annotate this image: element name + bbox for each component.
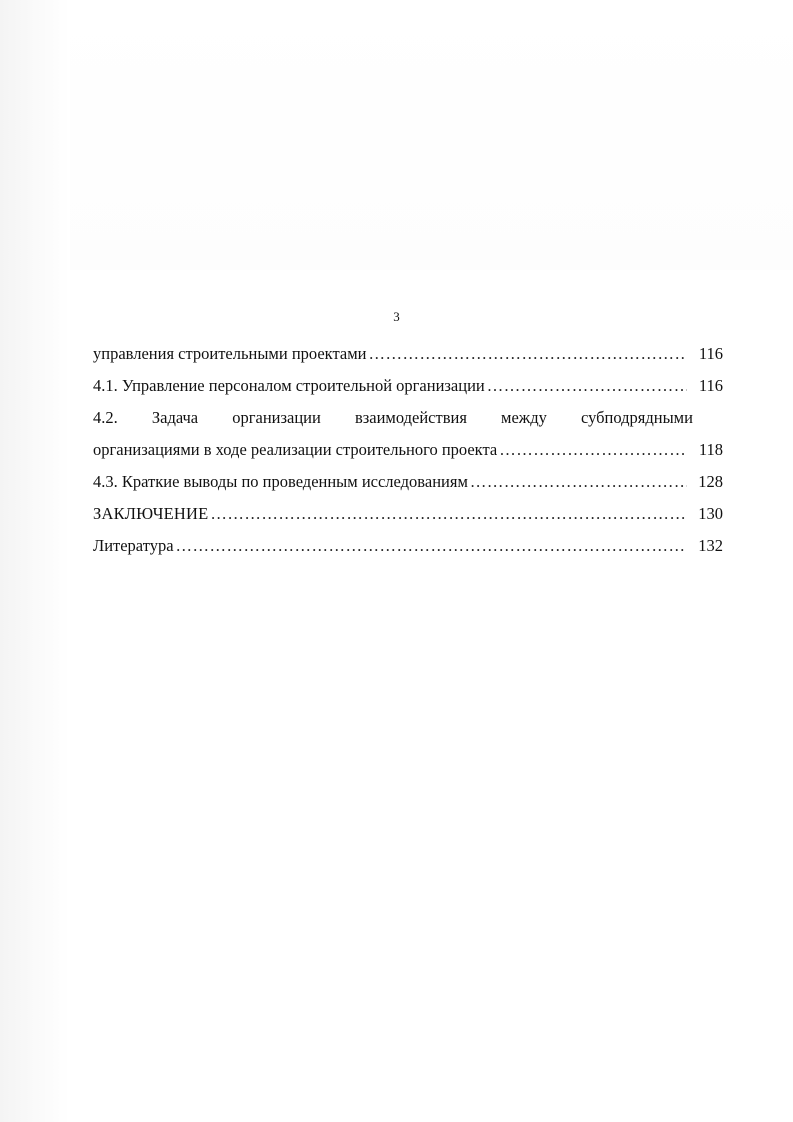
toc-entry[interactable] [93,338,723,370]
toc-entry-title: 4.1. Управление персоналом строительной организации [93,376,485,395]
toc-leader-dots [499,434,687,466]
toc-word: субподрядными [580,408,693,427]
toc-entry-title: 4.3. Краткие выводы по проведенным исследованиям [93,472,468,491]
toc-word: взаимодействия [354,408,467,427]
toc-word: Задача [151,408,199,427]
toc-entry-title: ЗАКЛЮЧЕНИЕ [93,504,209,523]
toc-entry-page: 128 [698,472,723,491]
page-number: 3 [393,309,400,324]
toc-leader-dots [176,530,687,562]
toc-entry-title: организациями в ходе реализации строительного проекта [93,440,498,459]
toc-word: организации [232,408,321,427]
toc-entry-page: 132 [698,536,723,555]
toc-entry[interactable] [93,434,723,466]
toc-entry-page: 116 [698,376,723,395]
toc-leader-dots [210,498,687,530]
toc-entry-first-line[interactable] [93,402,723,434]
toc-entry-page: 130 [698,504,723,523]
scan-shadow [0,0,70,1122]
toc-leader-dots [487,370,687,402]
toc-entry-page: 118 [698,440,723,459]
toc-leader-dots [369,338,688,370]
scan-background [70,0,793,270]
toc-entry[interactable] [93,466,723,498]
toc-entry-page: 116 [698,344,723,363]
toc-entry[interactable] [93,530,723,562]
toc-entry-title: управления строительными проектами [93,344,367,363]
table-of-contents [93,338,723,562]
toc-word: 4.2. [93,408,118,427]
toc-entry-title: Литература [93,536,174,555]
toc-entry[interactable] [93,498,723,530]
toc-word: между [501,408,547,427]
toc-leader-dots [470,466,687,498]
toc-entry[interactable] [93,370,723,402]
